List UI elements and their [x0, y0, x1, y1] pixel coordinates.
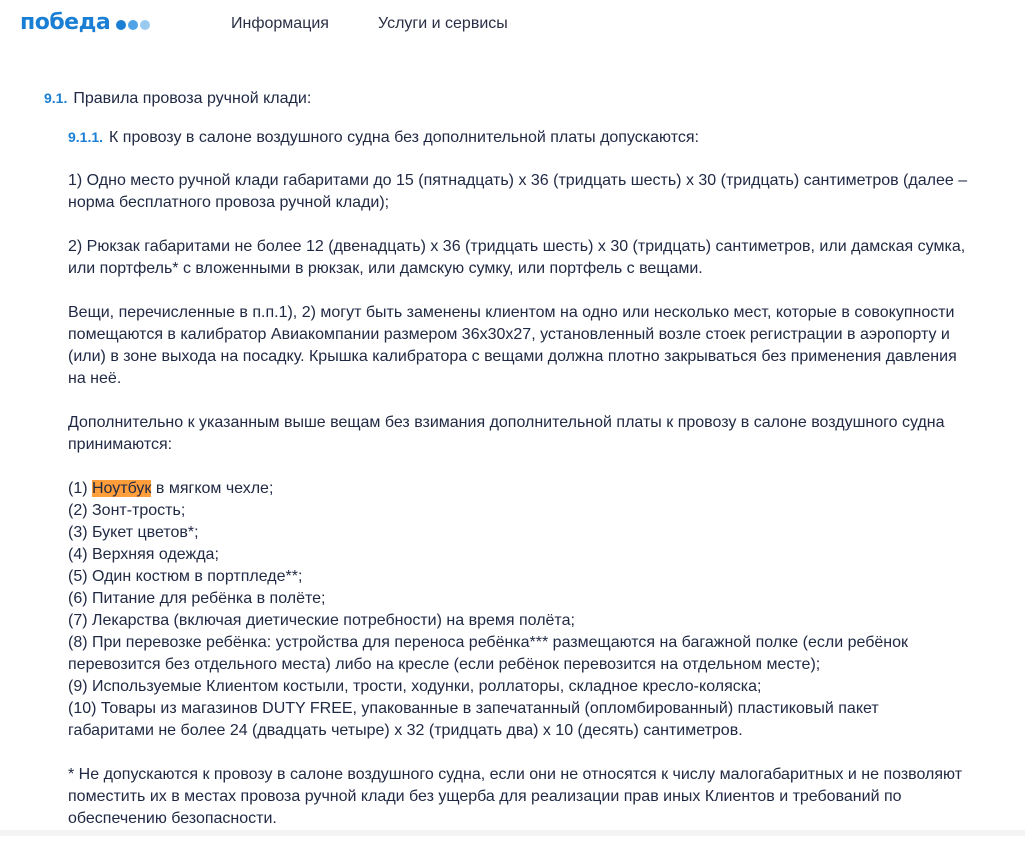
section-number: 9.1. [44, 90, 68, 106]
pobeda-logo[interactable] [20, 10, 150, 36]
list-item-prefix: (1) [68, 480, 92, 497]
list-item [68, 478, 968, 500]
logo-dot-3 [140, 20, 150, 30]
rule-paragraph: Вещи, перечисленные в п.п.1), 2) могут быть заменены клиентом на одно или несколько мест, которые в совокупности помещаются в калибратор Авиакомпании размером 36х30х27, установленный возле стоек регистрации в аэропорту и (или) в зоне выхода на посадку. Крышка калибратора с вещами должна плотно закрываться без применения давления на неё. [68, 304, 957, 387]
logo-dots-icon [114, 20, 150, 30]
site-header [0, 0, 1025, 48]
bottom-edge [0, 830, 1025, 836]
rule-paragraph: Дополнительно к указанным выше вещам без взимания дополнительной платы к провозу в салоне воздушного судна принимаются: [68, 414, 945, 453]
subsection-number: 9.1.1. [68, 129, 104, 145]
rule-paragraph: 1) Одно место ручной клади габаритами до 15 (пятнадцать) х 36 (тридцать шесть) х 30 (тридцать) сантиметров (далее – норма бесплатного провоза ручной клади); [68, 172, 968, 211]
logo-dot-2 [128, 20, 138, 30]
subsection-heading [68, 126, 968, 149]
list-item: (3) Букет цветов*; [68, 524, 199, 541]
list-item: (4) Верхняя одежда; [68, 546, 219, 563]
section-heading [44, 88, 311, 109]
list-item: (10) Товары из магазинов DUTY FREE, упакованные в запечатанный (опломбированный) пластиковый пакет габаритами не более 24 (двадцать четыре) х 32 (тридцать два) х 10 (десять) сантиметров. [68, 700, 879, 739]
section-title: Правила провоза ручной клади: [73, 90, 312, 107]
list-item: (9) Используемые Клиентом костыли, трости, ходунки, роллаторы, складное кресло-коляска; [68, 678, 762, 695]
list-item: (5) Один костюм в портпледе**; [68, 568, 303, 585]
rules-content [0, 48, 1025, 836]
list-item-suffix: в мягком чехле; [151, 480, 274, 497]
nav-item-services[interactable]: Услуги и сервисы [378, 15, 508, 32]
nav-item-information[interactable]: Информация [231, 15, 329, 32]
list-item: (6) Питание для ребёнка в полёте; [68, 590, 326, 607]
logo-text: победа [20, 10, 111, 35]
allowed-items-list [68, 478, 968, 742]
list-item: (2) Зонт-трость; [68, 502, 186, 519]
logo-dot-1 [116, 20, 126, 30]
subsection-title: К провозу в салоне воздушного судна без дополнительной платы допускаются: [109, 129, 699, 146]
rules-body [68, 170, 968, 852]
rule-paragraph: 2) Рюкзак габаритами не более 12 (двенадцать) х 36 (тридцать шесть) х 30 (тридцать) сантиметров, или дамская сумка, или портфель* с вложенными в рюкзак, или дамскую сумку, или портфель с вещами. [68, 238, 966, 277]
search-highlight: Ноутбук [92, 480, 152, 497]
list-item: (8) При перевозке ребёнка: устройства для переноса ребёнка*** размещаются на багажной полке (если ребёнок перевозится без отдельного места) либо на кресле (если ребёнок перевозится на отдельном месте); [68, 634, 909, 673]
list-item: (7) Лекарства (включая диетические потребности) на время полёта; [68, 612, 575, 629]
footnote: * Не допускаются к провозу в салоне воздушного судна, если они не относятся к числу малогабаритных и не позволяют поместить их в местах провоза ручной клади без ущерба для реализации прав иных Клиентов и требований по обеспечению безопасности. [68, 766, 963, 827]
